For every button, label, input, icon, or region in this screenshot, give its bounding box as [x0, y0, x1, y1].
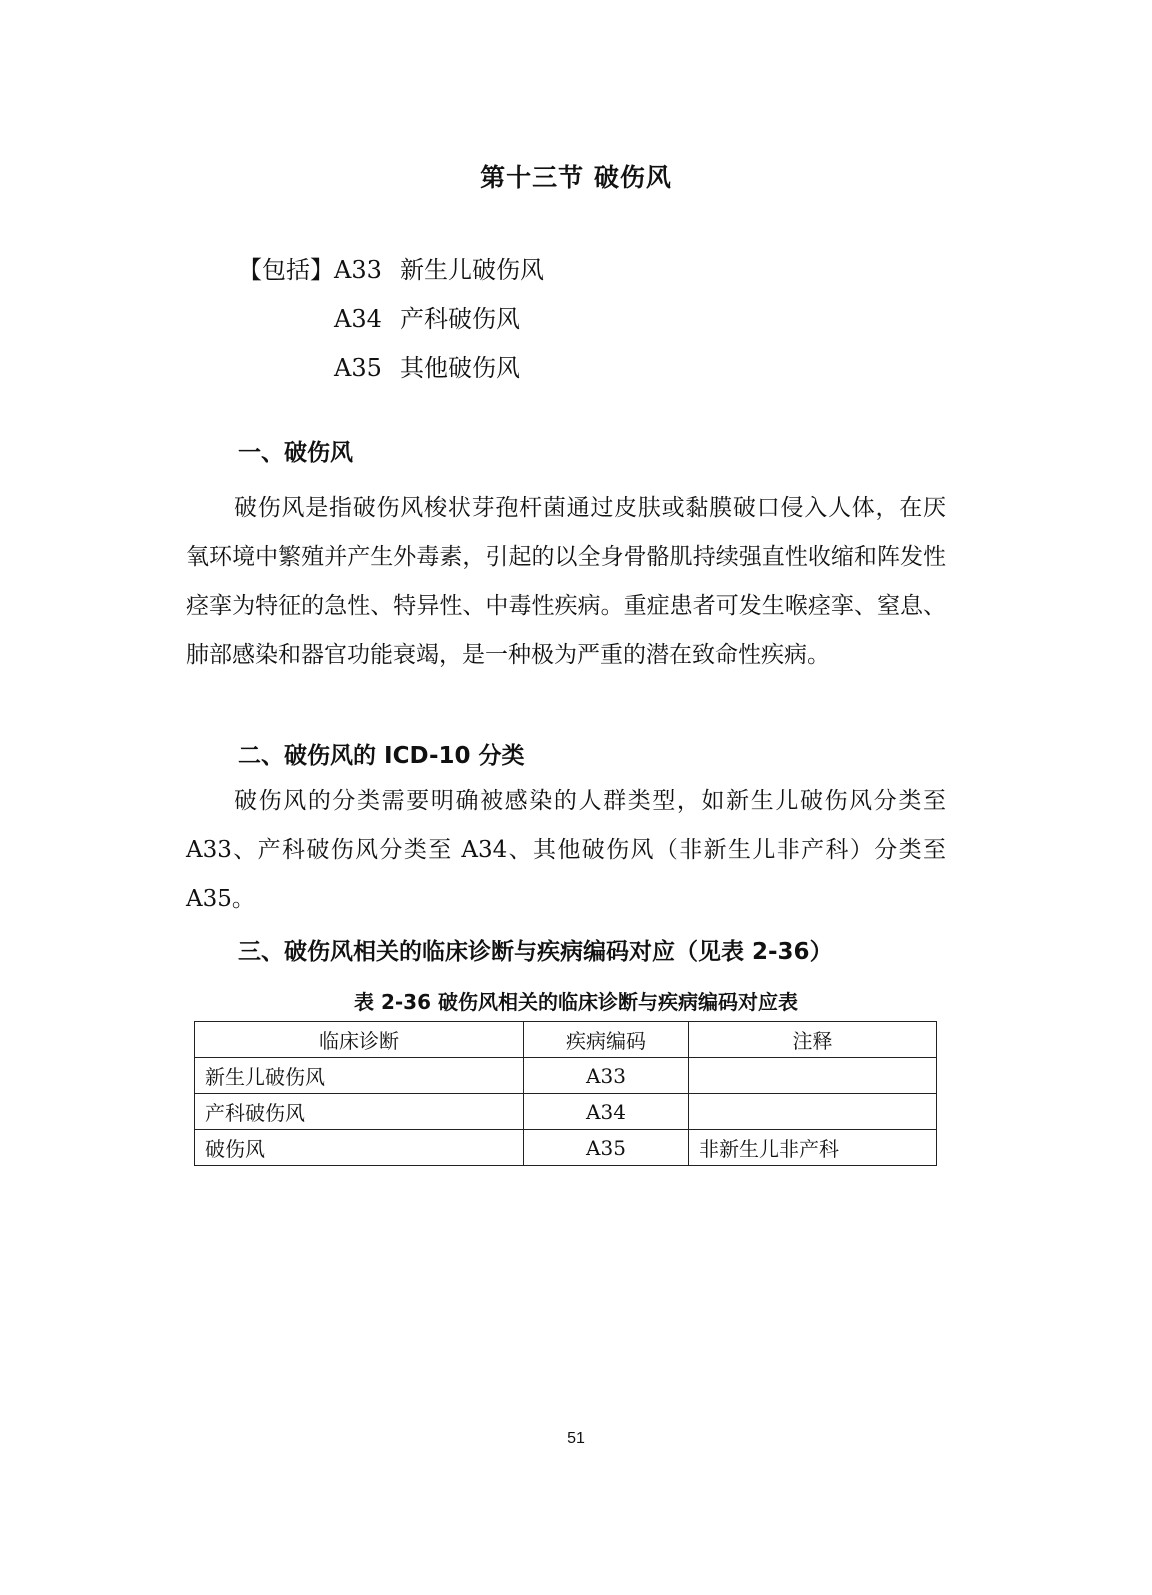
section-heading-3: 三、破伤风相关的临床诊断与疾病编码对应（见表 2-36）	[238, 939, 833, 965]
page-number: 51	[567, 1430, 585, 1447]
table-cell: 破伤风	[195, 1130, 524, 1166]
includes-name: 其他破伤风	[400, 354, 520, 382]
table-cell: A34	[524, 1094, 689, 1130]
table-cell: 新生儿破伤风	[195, 1058, 524, 1094]
section-heading-1: 一、破伤风	[238, 440, 353, 466]
table-header-cell: 注释	[689, 1022, 937, 1058]
table-header-cell: 临床诊断	[195, 1022, 524, 1058]
includes-prefix: 【包括】	[238, 256, 334, 284]
table-cell: A35	[524, 1130, 689, 1166]
table-header-cell: 疾病编码	[524, 1022, 689, 1058]
includes-code: A34	[334, 305, 382, 333]
table-row	[195, 1094, 937, 1130]
table-cell	[689, 1058, 937, 1094]
table-cell: A33	[524, 1058, 689, 1094]
diagnosis-code-table	[194, 1021, 937, 1166]
includes-item	[238, 348, 544, 397]
includes-name: 新生儿破伤风	[400, 256, 544, 284]
section-paragraph-2: 破伤风的分类需要明确被感染的人群类型，如新生儿破伤风分类至A33、产科破伤风分类至 A34、其他破伤风（非新生儿非产科）分类至A35。	[186, 788, 946, 912]
includes-code: A35	[334, 354, 382, 382]
table-row	[195, 1130, 937, 1166]
table-cell: 非新生儿非产科	[689, 1130, 937, 1166]
includes-list	[238, 250, 544, 397]
section-paragraph-1: 破伤风是指破伤风梭状芽孢杆菌通过皮肤或黏膜破口侵入人体，在厌氧环境中繁殖并产生外毒素，引起的以全身骨骼肌持续强直性收缩和阵发性痉挛为特征的急性、特异性、中毒性疾病。重症患者可发生喉痉挛、窒息、肺部感染和器官功能衰竭，是一种极为严重的潜在致命性疾病。	[186, 495, 946, 668]
includes-name: 产科破伤风	[400, 305, 520, 333]
includes-item	[238, 299, 544, 348]
table-caption: 表 2-36 破伤风相关的临床诊断与疾病编码对应表	[354, 990, 798, 1014]
table-header-row	[195, 1022, 937, 1058]
section-heading-2: 二、破伤风的 ICD-10 分类	[238, 743, 525, 769]
includes-code: A33	[334, 256, 382, 284]
section-title: 第十三节 破伤风	[480, 163, 672, 192]
table-cell: 产科破伤风	[195, 1094, 524, 1130]
table-cell	[689, 1094, 937, 1130]
table-row	[195, 1058, 937, 1094]
includes-item	[238, 250, 544, 299]
